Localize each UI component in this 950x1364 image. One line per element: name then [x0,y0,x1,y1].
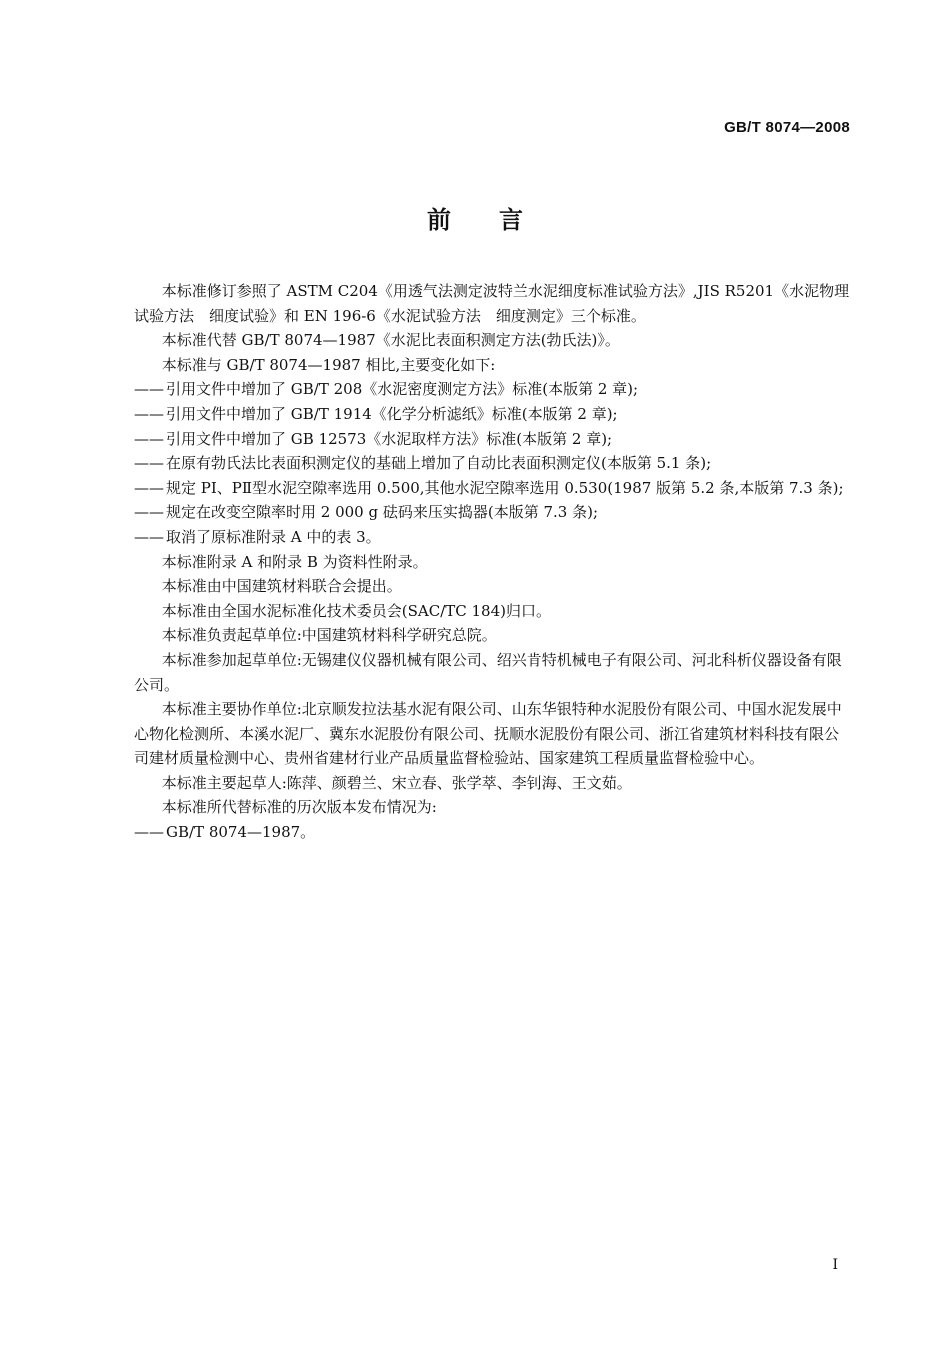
foreword-body [134,279,850,845]
change-text: 引用文件中增加了 GB 12573《水泥取样方法》标准(本版第 2 章); [166,429,613,448]
change-text: 引用文件中增加了 GB/T 208《水泥密度测定方法》标准(本版第 2 章); [166,380,639,399]
paragraph-drafting-unit: 本标准负责起草单位:中国建筑材料科学研究总院。 [161,626,497,645]
paragraph-history-intro: 本标准所代替标准的历次版本发布情况为: [161,798,437,817]
dash-mark: —— [134,429,164,448]
change-item [134,476,850,501]
change-item [134,377,850,402]
page-title [0,200,950,235]
dash-mark: —— [134,478,164,497]
paragraph-changes-intro: 本标准与 GB/T 8074—1987 相比,主要变化如下: [161,355,496,374]
title-char-2: 言 [499,206,523,234]
change-item [134,402,850,427]
change-text: 规定在改变空隙率时用 2 000 g 砝码来压实捣器(本版第 7.3 条); [166,503,598,522]
paragraph-administered-by: 本标准由全国水泥标准化技术委员会(SAC/TC 184)归口。 [161,601,551,620]
title-char-1: 前 [427,206,451,234]
dash-mark: —— [134,454,164,473]
paragraph-references: 本标准修订参照了 ASTM C204《用透气法测定波特兰水泥细度标准试验方法》,JIS R5201《水泥物理试验方法 细度试验》和 EN 196-6《水泥试验方法 细度测定》三个标准。 [134,282,850,325]
page-number: I [832,1257,838,1273]
dash-mark: —— [134,380,164,399]
history-text: GB/T 8074—1987。 [166,823,316,842]
change-item [134,500,850,525]
paragraph-replaces: 本标准代替 GB/T 8074—1987《水泥比表面积测定方法(勃氏法)》。 [161,331,620,350]
change-text: 规定 PⅠ、PⅡ型水泥空隙率选用 0.500,其他水泥空隙率选用 0.530(1987 版第 5.2 条,本版第 7.3 条); [166,478,844,497]
paragraph-proposed-by: 本标准由中国建筑材料联合会提出。 [161,577,402,596]
dash-mark: —— [134,503,164,522]
paragraph-cooperating-units: 本标准主要协作单位:北京顺发拉法基水泥有限公司、山东华银特种水泥股份有限公司、中国水泥发展中心物化检测所、本溪水泥厂、冀东水泥股份有限公司、抚顺水泥股份有限公司、浙江省建筑材料科技有限公司建材质量检测中心、贵州省建材行业产品质量监督检验站、国家建筑工程质量监督检验中心。 [134,700,842,768]
dash-mark: —— [134,404,164,423]
paragraph-participating-units: 本标准参加起草单位:无锡建仪仪器机械有限公司、绍兴肯特机械电子有限公司、河北科析仪器设备有限公司。 [134,650,842,694]
paragraph-drafters: 本标准主要起草人:陈萍、颜碧兰、宋立春、张学萃、李钊海、王文茹。 [161,773,632,792]
change-text: 在原有勃氏法比表面积测定仪的基础上增加了自动比表面积测定仪(本版第 5.1 条); [166,454,712,473]
dash-mark: —— [134,823,164,842]
change-text: 取消了原标准附录 A 中的表 3。 [166,527,381,546]
change-item [134,525,850,550]
history-item [134,820,850,845]
standard-code: GB/T 8074—2008 [724,119,850,136]
change-text: 引用文件中增加了 GB/T 1914《化学分析滤纸》标准(本版第 2 章); [166,404,618,423]
paragraph-appendix: 本标准附录 A 和附录 B 为资料性附录。 [161,552,428,571]
dash-mark: —— [134,527,164,546]
change-item [134,427,850,452]
change-item [134,451,850,476]
